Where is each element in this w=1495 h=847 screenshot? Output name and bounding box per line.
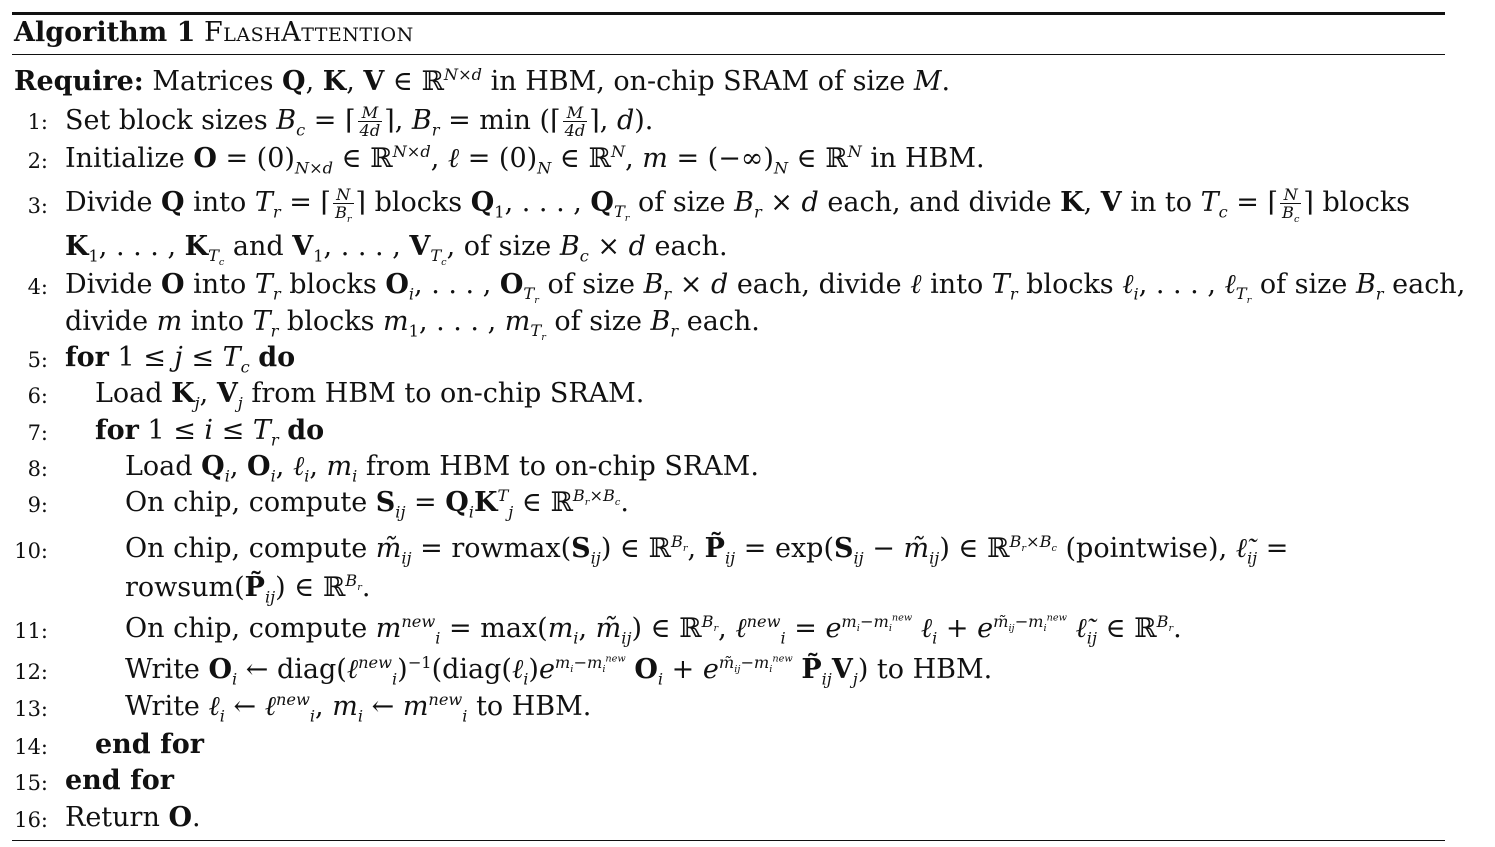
step-16-text: Return O. — [65, 802, 201, 833]
step-14-text: end for — [95, 729, 204, 760]
algorithm-bottom-rule — [12, 840, 1445, 841]
step-12-text: Write $O_i$ ← $diag(\ell^{new}_i)^{-1}(diag(\ell_i)e^{m_i-m_i^{new}}$ $O_i + e^{m̃_{ij}-m_i^{new}}$ $P̃_{ij}V_j$) to HBM. — [125, 653, 993, 689]
step-1-text: Set block sizes $B_c$ = ⌈ $\frac{M}{4d}$ ⌉, $B_r = \min$ (⌈ $\frac{M}{4d}$ ⌉, d). — [65, 103, 654, 140]
step-8-text: Load $Q_i$, $O_i$, ℓ$_i$, $m_i$ from HBM to on-chip SRAM. — [125, 451, 759, 486]
step-3-text-line2: $K_1$, . . . , $K_{T_c}$ and $V_1$, . . . , $V_{T_c}$, of size $B_c \times d$ each. — [65, 231, 728, 269]
step-3-text-line1: Divide Q into $T_r$ = ⌈ $\frac{N}{B_r}$ ⌉ blocks $Q_1$, . . . , $Q_{T_r}$ of size $B_r \times d$ each, and divide K, V in to $T_c$ = ⌈ $\frac{N}{B_c}$ ⌉ blocks — [65, 185, 1411, 226]
step-4-text-line1: Divide O into $T_r$ blocks $O_i$, . . . , $O_{T_r}$ of size $B_r \times d$ each, divide ℓ into $T_r$ blocks ℓ$_i$, . . . , ℓ$_{T_r}$ of size $B_r$ each, — [65, 269, 1466, 307]
algorithm-header-rule — [12, 54, 1445, 55]
step-11-text: On chip, compute $m^{new}_i = \max(m_i$, $m̃_{ij}$) ∈ ℝ$^{B_r}$, ℓ$^{new}_i$ = $e^{m_i-m_i^{new}}$ ℓ$_i$ + $e^{m̃_{ij}-m_i^{new}}$ $\ell̃_{ij}$ ∈ ℝ$^{B_r}$. — [125, 612, 1182, 648]
step-2-text: Initialize $O = (0)_{N\times d}$ ∈ ℝ$^{N\times d}$, ℓ = $(0)_N$ ∈ ℝ$^N$, $m = (-\infty)_N$ ∈ ℝ$^N$ in HBM. — [65, 142, 985, 178]
algorithm-name: FlashAttention — [204, 17, 414, 48]
step-10-text-line2: $rowsum(P̃_{ij})$ ∈ ℝ$^{B_r}$. — [125, 571, 371, 607]
step-10-text-line1: On chip, compute $m̃_{ij} = rowmax(S_{ij})$ ∈ ℝ$^{B_r}$, $P̃_{ij} = \exp(S_{ij}$ − $m̃_{ij}$) ∈ ℝ$^{B_r\times B_c}$ (pointwise), $\ell̃_{ij}$ = — [125, 532, 1289, 568]
step-7-text: for $1 \le i \le T_r$ do — [95, 415, 325, 450]
step-6-text: Load $K_j$, $V_j$ from HBM to on-chip SRAM. — [95, 378, 645, 413]
step-4-text-line2: divide m into $T_r$ blocks $m_1$, . . . , $m_{T_r}$ of size $B_r$ each. — [65, 306, 760, 344]
step-13-text: Write ℓ$_i$ ← ℓ$^{new}_i$, $m_i$ ← $m^{new}_i$ to HBM. — [125, 690, 592, 726]
step-9-text: On chip, compute $S_{ij} = Q_iK^T_j$ ∈ ℝ$^{B_r\times B_c}$. — [125, 486, 629, 522]
step-5-text: for $1 \le j \le T_c$ do — [65, 342, 296, 377]
require-keyword: Require: — [14, 66, 144, 97]
algorithm-label: Algorithm 1 — [14, 17, 196, 48]
step-15-text: end for — [65, 765, 174, 796]
algorithm-title — [14, 14, 414, 52]
